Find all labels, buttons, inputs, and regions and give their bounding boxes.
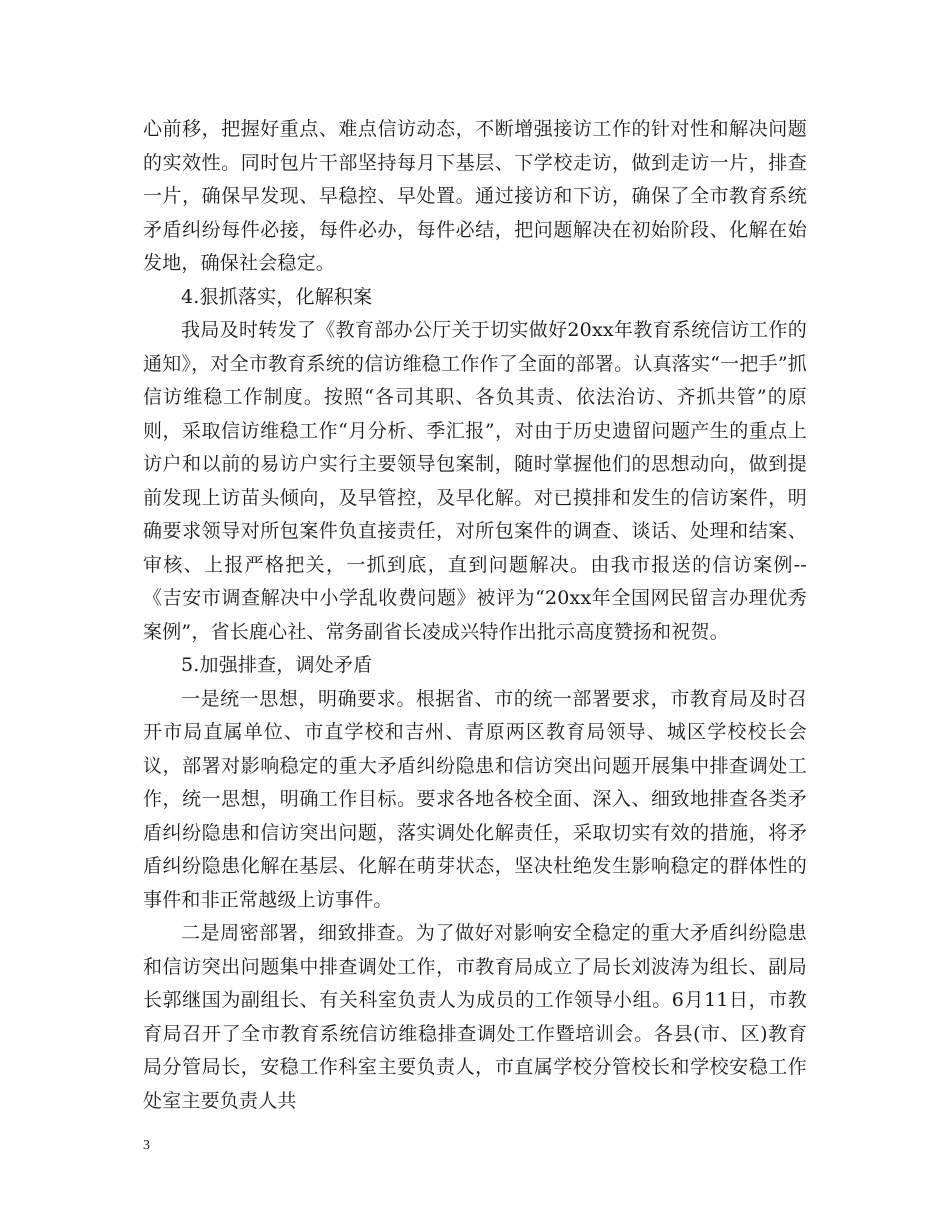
paragraph-careful-deployment: 二是周密部署，细致排查。为了做好对影响安全稳定的重大矛盾纠纷隐患和信访突出问题集中排查调处工作，市教育局成立了局长刘波涛为组长、副局长郭继国为副组长、有关科室负责人为成员的工作领导小组。6月11日，市教育局召开了全市教育系统信访维稳排查调处工作暨培训会。各县(市、区)教育局分管局长，安稳工作科室主要负责人，市直属学校分管校长和学校安稳工作处室主要负责人共 <box>143 922 807 1112</box>
section-heading-5: 5.加强排查，调处矛盾 <box>181 654 373 676</box>
paragraph-unify-thinking: 一是统一思想，明确要求。根据省、市的统一部署要求，市教育局及时召开市局直属单位、市直学校和吉州、青原两区教育局领导、城区学校校长会议，部署对影响稳定的重大矛盾纠纷隐患和信访突出问题开展集中排查调处工作，统一思想，明确工作目标。要求各地各校全面、深入、细致地排查各类矛盾纠纷隐患和信访突出问题，落实调处化解责任，采取切实有效的措施，将矛盾纠纷隐患化解在基层、化解在萌芽状态，坚决杜绝发生影响稳定的群体性的事件和非正常越级上访事件。 <box>143 687 807 911</box>
section-heading-4: 4.狠抓落实，化解积案 <box>181 285 373 308</box>
document-body <box>143 113 807 1118</box>
paragraph-continuation: 心前移，把握好重点、难点信访动态，不断增强接访工作的针对性和解决问题的实效性。同时包片干部坚持每月下基层、下学校走访，做到走访一片，排查一片，确保早发现、早稳控、早处置。通过接访和下访，确保了全市教育系统矛盾纠纷每件必接，每件必办，每件必结，把问题解决在初始阶段、化解在始发地，确保社会稳定。 <box>143 118 807 274</box>
page-number: 3 <box>143 1138 150 1153</box>
paragraph-resolve-backlog: 我局及时转发了《教育部办公厅关于切实做好20xx年教育系统信访工作的通知》，对全市教育系统的信访维稳工作作了全面的部署。认真落实“一把手”抓信访维稳工作制度。按照“各司其职、各负其责、依法治访、齐抓共管”的原则，采取信访维稳工作“月分析、季汇报”，对由于历史遗留问题产生的重点上访户和以前的易访户实行主要领导包案制，随时掌握他们的思想动向，做到提前发现上访苗头倾向，及早管控，及早化解。对已摸排和发生的信访案件，明确要求领导对所包案件负直接责任，对所包案件的调查、谈话、处理和结案、审核、上报严格把关，一抓到底，直到问题解决。由我市报送的信访案例--《吉安市调查解决中小学乱收费问题》被评为“20xx年全国网民留言办理优秀案例”，省长鹿心社、常务副省长凌成兴特作出批示高度赞扬和祝贺。 <box>143 319 807 643</box>
